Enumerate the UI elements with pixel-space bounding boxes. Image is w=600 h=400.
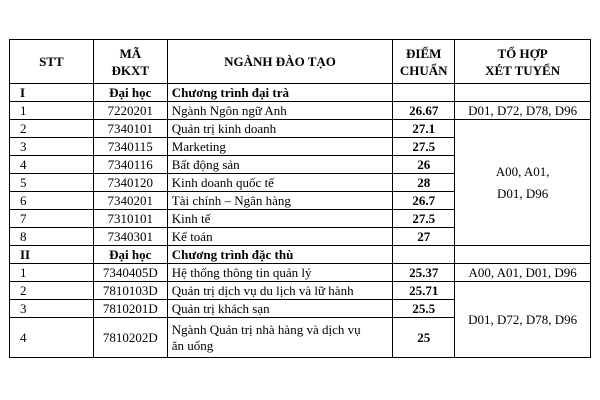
- row-ma: 7310101: [93, 210, 167, 228]
- header-ma-line1: MÃ: [119, 45, 142, 61]
- header-tohop-line2: XÉT TUYỂN: [485, 62, 561, 78]
- section-empty-cell: [393, 246, 455, 264]
- section-program: Chương trình đặc thù: [167, 246, 392, 264]
- header-diem-chuan: [393, 40, 455, 84]
- header-ma-dkxt: [93, 40, 167, 84]
- row-stt: 2: [10, 120, 94, 138]
- header-diem-line2: CHUẨN: [399, 62, 448, 78]
- row-ma: 7340301: [93, 228, 167, 246]
- row-stt: 5: [10, 174, 94, 192]
- row-ma: 7340405D: [93, 264, 167, 282]
- row-nganh: Ngành Ngôn ngữ Anh: [167, 102, 392, 120]
- row-diem: 27.1: [393, 120, 455, 138]
- section-level: Đại học: [93, 246, 167, 264]
- row-diem: 25: [393, 318, 455, 358]
- row-stt: 8: [10, 228, 94, 246]
- row-ma: 7220201: [93, 102, 167, 120]
- row-tohop-merged: D01, D72, D78, D96: [455, 282, 591, 358]
- row-nganh: Kinh doanh quốc tế: [167, 174, 392, 192]
- row-ma: 7340116: [93, 156, 167, 174]
- row-tohop: D01, D72, D78, D96: [455, 102, 591, 120]
- header-diem-line1: ĐIỂM: [406, 45, 442, 61]
- table-row: [10, 102, 591, 120]
- row-nganh: Marketing: [167, 138, 392, 156]
- table-row: [10, 264, 591, 282]
- section-program: Chương trình đại trà: [167, 84, 392, 102]
- table-header-row: [10, 40, 591, 84]
- row-stt: 4: [10, 156, 94, 174]
- header-to-hop: [455, 40, 591, 84]
- section-roman: II: [10, 246, 94, 264]
- row-stt: 4: [10, 318, 94, 358]
- section-empty-cell: [455, 246, 591, 264]
- row-nganh-line1: Ngành Quản trị nhà hàng và dịch vụ: [171, 321, 361, 337]
- row-diem: 26.67: [393, 102, 455, 120]
- header-ma-line2: ĐKXT: [111, 62, 150, 78]
- row-ma: 7340120: [93, 174, 167, 192]
- section-level: Đại học: [93, 84, 167, 102]
- tohop-line: A00, A01,: [495, 163, 550, 179]
- row-ma: 7340201: [93, 192, 167, 210]
- section-row: [10, 246, 591, 264]
- row-diem: 27: [393, 228, 455, 246]
- row-nganh: Quản trị kinh doanh: [167, 120, 392, 138]
- row-nganh: Tài chính – Ngân hàng: [167, 192, 392, 210]
- row-stt: 3: [10, 300, 94, 318]
- section-empty-cell: [393, 84, 455, 102]
- row-stt: 7: [10, 210, 94, 228]
- row-diem: 25.71: [393, 282, 455, 300]
- row-diem: 27.5: [393, 210, 455, 228]
- row-stt: 1: [10, 102, 94, 120]
- row-nganh: Kinh tế: [167, 210, 392, 228]
- row-nganh: Quản trị dịch vụ du lịch và lữ hành: [167, 282, 392, 300]
- admission-score-table: [9, 39, 591, 358]
- row-diem: 25.5: [393, 300, 455, 318]
- row-ma: 7810202D: [93, 318, 167, 358]
- row-stt: 3: [10, 138, 94, 156]
- row-diem: 25.37: [393, 264, 455, 282]
- row-nganh: Kế toán: [167, 228, 392, 246]
- section-row: [10, 84, 591, 102]
- row-tohop-merged: [455, 120, 591, 246]
- row-stt: 1: [10, 264, 94, 282]
- row-tohop: A00, A01, D01, D96: [455, 264, 591, 282]
- row-diem: 26.7: [393, 192, 455, 210]
- row-diem: 27.5: [393, 138, 455, 156]
- section-roman: I: [10, 84, 94, 102]
- row-diem: 28: [393, 174, 455, 192]
- row-ma: 7340101: [93, 120, 167, 138]
- row-nganh: [167, 318, 392, 358]
- table-row: [10, 120, 591, 138]
- header-tohop-line1: TỔ HỢP: [497, 45, 548, 61]
- section-empty-cell: [455, 84, 591, 102]
- row-nganh-line2: ăn uống: [171, 337, 214, 353]
- row-ma: 7810103D: [93, 282, 167, 300]
- row-nganh: Bất động sản: [167, 156, 392, 174]
- row-stt: 2: [10, 282, 94, 300]
- header-nganh: NGÀNH ĐÀO TẠO: [167, 40, 392, 84]
- row-nganh: Quản trị khách sạn: [167, 300, 392, 318]
- tohop-line: D01, D96: [496, 185, 549, 201]
- header-stt: STT: [10, 40, 94, 84]
- row-ma: 7810201D: [93, 300, 167, 318]
- table-row: [10, 282, 591, 300]
- row-ma: 7340115: [93, 138, 167, 156]
- row-nganh: Hệ thống thông tin quản lý: [167, 264, 392, 282]
- row-diem: 26: [393, 156, 455, 174]
- row-stt: 6: [10, 192, 94, 210]
